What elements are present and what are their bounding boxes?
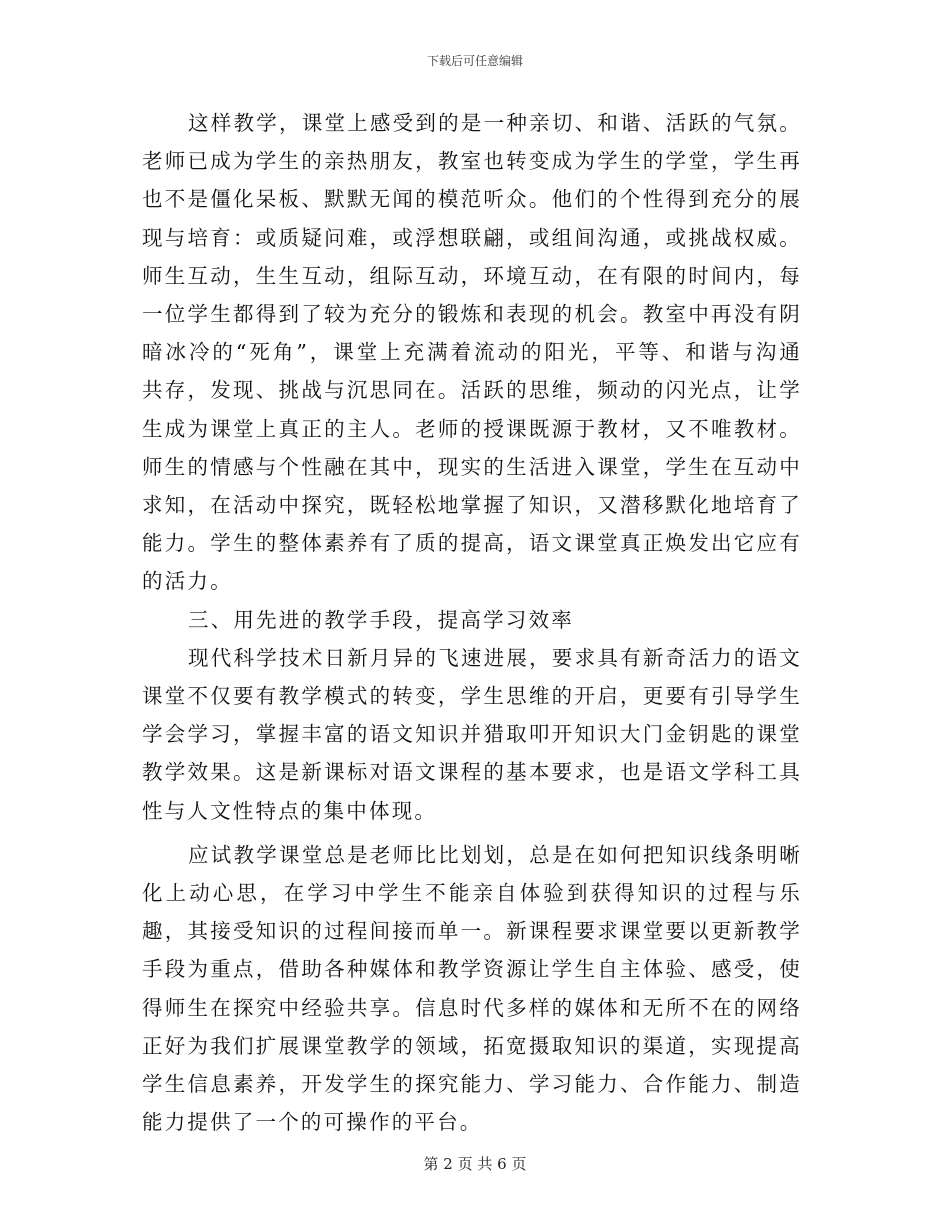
document-body <box>142 104 802 1141</box>
page-number: 第 2 页 共 6 页 <box>423 1155 527 1173</box>
paragraph-exam-oriented-teaching: 应试教学课堂总是老师比比划划，总是在如何把知识线条明晰化上动心思，在学习中学生不能亲自体验到获得知识的过程与乐趣，其接受知识的过程间接而单一。新课程要求课堂要以更新教学手段为重点，借助各种媒体和教学资源让学生自主体验、感受，使得师生在探究中经验共享。信息时代多样的媒体和无所不在的网络正好为我们扩展课堂教学的领域，拓宽摄取知识的渠道，实现提高学生信息素养，开发学生的探究能力、学习能力、合作能力、制造能力提供了一个的可操作的平台。 <box>142 842 802 1135</box>
section-heading: 三、用先进的教学手段，提高学习效率 <box>188 607 574 632</box>
page-header: 下载后可任意编辑 <box>426 54 523 68</box>
paragraph-modern-technology: 现代科学技术日新月异的飞速进展，要求具有新奇活力的语文课堂不仅要有教学模式的转变，学生思维的开启，更要有引导学生学会学习，掌握丰富的语文知识并猎取叩开知识大门金钥匙的课堂教学效果。这是新课标对语文课程的基本要求，也是语文学科工具性与人文性特点的集中体现。 <box>142 645 802 823</box>
paragraph-classroom-atmosphere: 这样教学，课堂上感受到的是一种亲切、和谐、活跃的气氛。老师已成为学生的亲热朋友，教室也转变成为学生的学堂，学生再也不是僵化呆板、默默无闻的模范听众。他们的个性得到充分的展现与培育：或质疑问难，或浮想联翩，或组间沟通，或挑战权威。师生互动，生生互动，组际互动，环境互动，在有限的时间内，每一位学生都得到了较为充分的锻炼和表现的机会。教室中再没有阴暗冰冷的“死角”，课堂上充满着流动的阳光，平等、和谐与沟通共存，发现、挑战与沉思同在。活跃的思维，频动的闪光点，让学生成为课堂上真正的主人。老师的授课既源于教材，又不唯教材。师生的情感与个性融在其中，现实的生活进入课堂，学生在互动中求知，在活动中探究，既轻松地掌握了知识，又潜移默化地培育了能力。学生的整体素养有了质的提高，语文课堂真正焕发出它应有的活力。 <box>142 111 802 594</box>
